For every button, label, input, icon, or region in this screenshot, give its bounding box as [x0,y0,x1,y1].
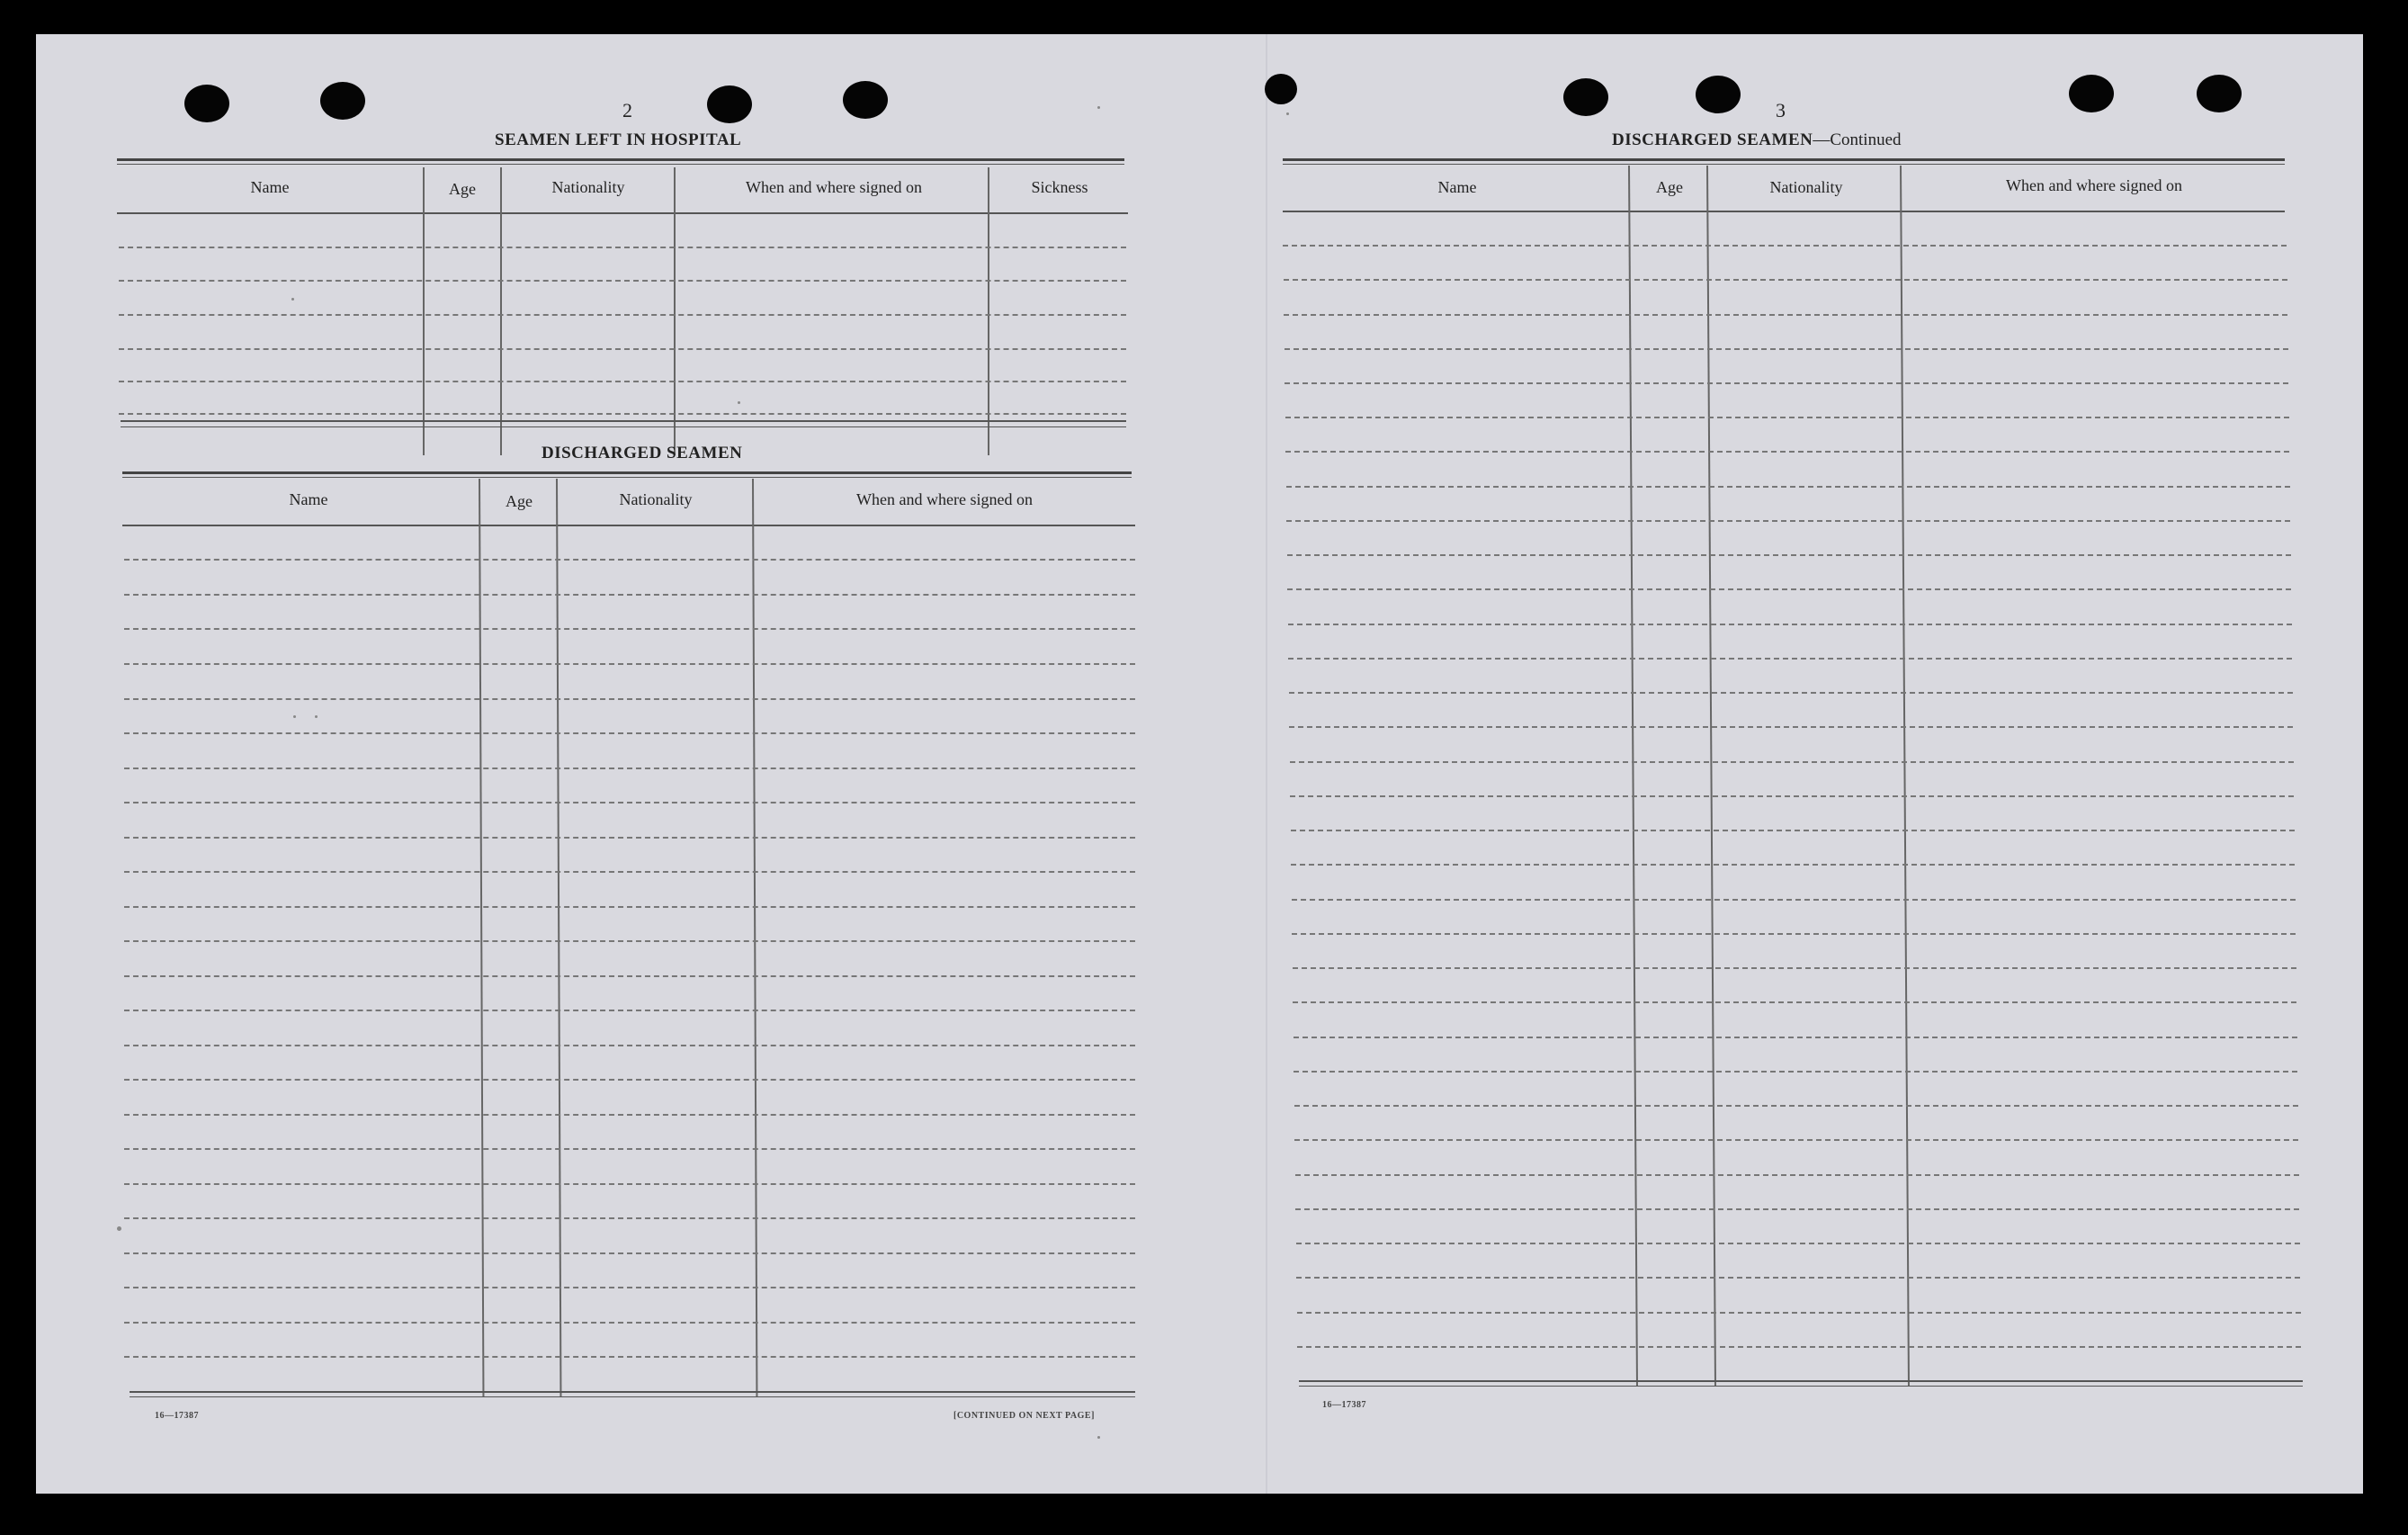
punch-hole [2069,75,2114,112]
entry-line [119,280,1126,282]
entry-line [124,906,1135,908]
entry-line [124,1217,1135,1219]
entry-line [1294,1139,2298,1141]
entry-line [124,1252,1135,1254]
entry-line [1285,451,2289,453]
section-bottom-rule [1299,1380,2303,1382]
col-header-signed-on: When and where signed on [746,178,922,196]
section-bottom-rule [121,426,1126,427]
entry-line [119,348,1126,350]
entry-line [124,768,1135,769]
entry-line [124,663,1135,665]
paper-speck [738,401,740,404]
entry-line [124,594,1135,596]
col-header-name: Name [1437,178,1477,196]
punch-hole [1696,76,1741,113]
paper-speck [293,715,296,718]
entry-line [124,1287,1135,1288]
punch-hole [707,85,752,123]
entry-line [1287,588,2291,590]
entry-line [124,1148,1135,1150]
entry-line [119,314,1126,316]
header-rule [122,525,1135,526]
entry-line [1296,1243,2300,1244]
header-rule [1283,211,2285,212]
entry-line [124,871,1135,873]
col-header-nationality: Nationality [551,178,625,196]
entry-line [1289,726,2293,728]
page-fold [1266,34,1267,1494]
hospital-section-title: SEAMEN LEFT IN HOSPITAL [495,130,742,149]
entry-line [124,628,1135,630]
col-header-signed-on: When and where signed on [2006,176,2182,194]
page-number: 3 [1776,99,1786,121]
paper-speck [315,715,318,718]
entry-line [124,940,1135,942]
entry-line [124,1114,1135,1116]
entry-line [1284,279,2287,281]
entry-line [124,559,1135,561]
entry-line [1291,830,2295,831]
discharged-section-title: DISCHARGED SEAMEN [542,444,743,462]
paper-speck [291,298,294,301]
entry-line [1288,658,2292,660]
entry-line [1287,554,2291,556]
entry-line [1290,795,2294,797]
entry-line [1295,1208,2299,1210]
entry-line [119,413,1126,415]
entry-line [124,975,1135,977]
entry-line [1297,1312,2301,1314]
entry-line [124,1356,1135,1358]
entry-line [1288,624,2292,625]
ledger-sheet [36,34,2363,1494]
entry-line [1286,520,2290,522]
entry-line [1295,1174,2299,1176]
entry-line [124,1010,1135,1011]
entry-line [124,1322,1135,1324]
col-header-age: Age [449,180,476,198]
column-divider [500,167,502,455]
entry-line [124,1183,1135,1185]
entry-line [1285,417,2289,418]
col-header-sickness: Sickness [1031,178,1088,196]
entry-line [1283,245,2287,247]
section-bottom-rule [1299,1386,2303,1387]
entry-line [1291,864,2295,866]
discharged-continued-title [1612,130,1902,150]
punch-hole [843,81,888,119]
entry-line [1285,348,2288,350]
entry-line [124,802,1135,803]
form-number: 16—17387 [155,1411,199,1421]
col-header-name: Name [289,490,328,508]
entry-line [1294,1037,2297,1038]
entry-line [1292,933,2296,935]
column-divider [479,479,484,1396]
entry-line [1294,1071,2297,1073]
form-number: 16—17387 [1322,1400,1366,1410]
col-header-name: Name [250,178,290,196]
section-bottom-rule [121,420,1126,422]
continued-note: [CONTINUED ON NEXT PAGE] [953,1411,1095,1421]
section-title: DISCHARGED SEAMEN [1612,130,1813,149]
entry-line [1293,967,2296,969]
column-divider [988,167,989,455]
section-title-suffix: —Continued [1813,130,1902,149]
entry-line [1293,1001,2296,1003]
entry-line [124,837,1135,839]
section-rule [122,471,1132,478]
entry-line [124,698,1135,700]
paper-speck [1097,106,1100,109]
entry-line [124,732,1135,734]
column-divider [423,167,425,455]
col-header-nationality: Nationality [619,490,693,508]
entry-line [1294,1105,2298,1107]
col-header-nationality: Nationality [1769,178,1843,196]
section-bottom-rule [130,1396,1135,1397]
punch-hole [320,82,365,120]
entry-line [119,247,1126,248]
section-bottom-rule [130,1391,1135,1393]
entry-line [1290,761,2294,763]
col-header-age: Age [1656,178,1683,196]
column-divider [674,167,676,455]
entry-line [1296,1277,2300,1279]
paper-speck [1286,112,1289,115]
punch-hole [1563,78,1608,116]
column-divider [556,479,561,1396]
header-rule [117,212,1128,214]
paper-speck [1097,1436,1100,1439]
page-number: 2 [622,99,632,121]
entry-line [1285,382,2288,384]
entry-line [1284,314,2287,316]
entry-line [1297,1346,2301,1348]
entry-line [124,1045,1135,1046]
entry-line [124,1079,1135,1081]
entry-line [119,381,1126,382]
punch-hole [1265,74,1297,104]
section-rule [1283,158,2285,165]
entry-line [1289,692,2293,694]
col-header-age: Age [506,492,533,510]
entry-line [1292,899,2296,901]
punch-hole [184,85,229,122]
entry-line [1286,486,2290,488]
column-divider [752,479,757,1396]
paper-speck [117,1226,121,1231]
col-header-signed-on: When and where signed on [856,490,1033,508]
section-rule [117,158,1124,165]
punch-hole [2197,75,2242,112]
